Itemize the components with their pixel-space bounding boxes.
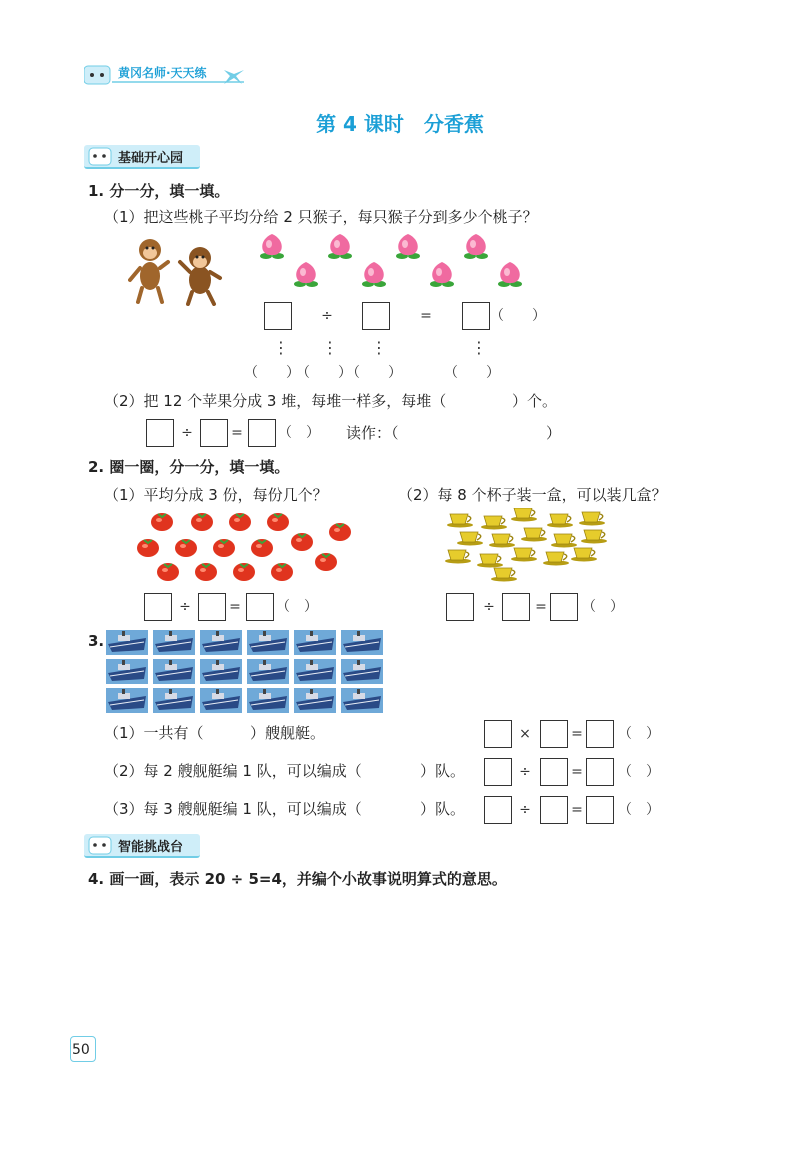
bear-face-icon (88, 835, 112, 855)
warship-icon (200, 688, 242, 713)
tomato-icon (229, 513, 251, 531)
q2-part1-text: （1）平均分成 3 份，每份几个？ (104, 486, 328, 504)
section-tag-basic (84, 145, 200, 169)
q3-p1-times: × (519, 726, 531, 742)
warship-icon (294, 688, 336, 713)
q2-p1-eq: = (229, 599, 241, 615)
q1-p1-meaning-paren[interactable]: （ ） (444, 365, 500, 381)
cup-icon (447, 514, 473, 528)
peach-icon (498, 262, 522, 287)
cup-icon (511, 508, 537, 522)
q3-part2-text-a: （2）每 2 艘舰艇编 1 队，可以编成（ (104, 762, 362, 780)
q3-part3-text-b: ）队。 (420, 800, 466, 818)
warship-icon (200, 630, 242, 655)
q1-p1-dots: ⋮ (471, 338, 487, 357)
q3-p3-answer-box[interactable] (586, 796, 614, 824)
warship-icon (153, 688, 195, 713)
q1-p1-meaning-paren[interactable]: （ ） (346, 365, 402, 381)
warship-icon (294, 630, 336, 655)
q2-label: 2. 圈一圈，分一分，填一填。 (88, 458, 290, 476)
cup-icon (571, 548, 597, 562)
q4-label: 4. 画一画，表示 20 ÷ 5=4，并编个小故事说明算式的意思。 (88, 870, 507, 888)
q2-p2-div: ÷ (483, 599, 495, 615)
q3-part1-text-b: ）艘舰艇。 (250, 724, 326, 742)
q1-p1-div: ÷ (321, 308, 333, 324)
peach-icon (294, 262, 318, 287)
ships-group (104, 628, 388, 716)
warship-icon (106, 630, 148, 655)
q1-p2-answer-box[interactable] (146, 419, 174, 447)
section-tag-challenge (84, 834, 200, 858)
tomato-icon (251, 539, 273, 557)
monkey-icon (180, 247, 220, 304)
cup-icon (457, 532, 483, 546)
q1-p1-answer-box[interactable] (362, 302, 390, 330)
section-tag-challenge-label: 智能挑战台 (118, 840, 184, 855)
q1-part2-text-a: （2）把 12 个苹果分成 3 堆，每堆一样多，每堆（ (104, 392, 447, 410)
q1-p1-answer-box[interactable] (462, 302, 490, 330)
q3-p2-answer-box[interactable] (540, 758, 568, 786)
q3-p1-unit-paren[interactable]: （ ） (618, 726, 660, 742)
q3-p1-answer-box[interactable] (586, 720, 614, 748)
q1-p1-dots: ⋮ (322, 338, 338, 357)
q3-p2-answer-box[interactable] (586, 758, 614, 786)
cup-icon (491, 568, 517, 582)
q3-p2-answer-box[interactable] (484, 758, 512, 786)
q1-p2-read-close: ） (546, 424, 562, 442)
q2-p2-answer-box[interactable] (446, 593, 474, 621)
lesson-title: 第 4 课时 分香蕉 (316, 112, 484, 136)
q4-drawing-area[interactable] (88, 900, 708, 1020)
q2-p1-div: ÷ (179, 599, 191, 615)
tomato-icon (329, 523, 351, 541)
cup-icon (551, 534, 577, 548)
tomato-icon (137, 539, 159, 557)
header-brand (84, 62, 254, 86)
cup-icon (581, 530, 607, 544)
cup-icon (489, 534, 515, 548)
peach-icon (430, 262, 454, 287)
peach-icon (464, 234, 488, 259)
q2-p1-answer-box[interactable] (144, 593, 172, 621)
q3-part3-text-a: （3）每 3 艘舰艇编 1 队，可以编成（ (104, 800, 362, 818)
monkey-icon (130, 239, 168, 302)
q3-p3-answer-box[interactable] (540, 796, 568, 824)
q1-part1-text: （1）把这些桃子平均分给 2 只猴子，每只猴子分到多少个桃子？ (104, 208, 538, 226)
q1-p1-dots: ⋮ (371, 338, 387, 357)
peach-icon (328, 234, 352, 259)
q2-p2-unit-paren[interactable]: （ ） (582, 599, 624, 615)
q1-p2-eq: = (231, 425, 243, 441)
tomato-icon (315, 553, 337, 571)
tomato-icon (213, 539, 235, 557)
q3-p3-answer-box[interactable] (484, 796, 512, 824)
q1-part2-text-b: ）个。 (512, 392, 558, 410)
q3-p2-eq: = (571, 764, 583, 780)
q1-p1-dots: ⋮ (273, 338, 289, 357)
cup-icon (445, 550, 471, 564)
q3-part2-text-b: ）队。 (420, 762, 466, 780)
q1-label: 1. 分一分，填一填。 (88, 182, 230, 200)
warship-icon (153, 659, 195, 684)
cup-icon (481, 516, 507, 530)
peach-icon (396, 234, 420, 259)
q1-p1-meaning-paren[interactable]: （ ） (296, 365, 352, 381)
q2-p1-answer-box[interactable] (246, 593, 274, 621)
q2-p2-answer-box[interactable] (502, 593, 530, 621)
q1-p1-eq: = (420, 308, 432, 324)
page-number: 50 (72, 1042, 90, 1058)
warship-icon (106, 688, 148, 713)
q2-p1-answer-box[interactable] (198, 593, 226, 621)
peaches-group (258, 232, 538, 290)
warship-icon (247, 688, 289, 713)
tomato-icon (233, 563, 255, 581)
q3-part1-text-a: （1）一共有（ (104, 724, 204, 742)
tomato-icon (175, 539, 197, 557)
bear-face-icon (88, 146, 112, 166)
tomato-icon (151, 513, 173, 531)
cup-icon (543, 552, 569, 566)
q3-label: 3. (88, 632, 105, 650)
q1-p2-unit-paren[interactable]: （ ） (278, 425, 320, 441)
warship-icon (341, 688, 383, 713)
q3-p2-unit-paren[interactable]: （ ） (618, 764, 660, 780)
q2-part2-text: （2）每 8 个杯子装一盒，可以装几盒？ (398, 486, 667, 504)
q3-p3-div: ÷ (519, 802, 531, 818)
q3-p1-answer-box[interactable] (540, 720, 568, 748)
q3-p3-eq: = (571, 802, 583, 818)
q3-p3-unit-paren[interactable]: （ ） (618, 802, 660, 818)
q1-p1-meaning-paren[interactable]: （ ） (244, 365, 300, 381)
tomato-icon (291, 533, 313, 551)
cup-icon (521, 528, 547, 542)
q1-p2-read-label: 读作：（ (346, 424, 399, 442)
tomatoes-group (132, 510, 362, 586)
tomato-icon (157, 563, 179, 581)
warship-icon (341, 659, 383, 684)
peach-icon (260, 234, 284, 259)
q3-p1-eq: = (571, 726, 583, 742)
warship-icon (200, 659, 242, 684)
section-tag-basic-label: 基础开心园 (118, 151, 184, 166)
cup-icon (579, 512, 605, 526)
q1-p1-unit-paren[interactable]: （ ） (490, 308, 546, 324)
cup-icon (511, 548, 537, 562)
peach-icon (362, 262, 386, 287)
q2-p2-eq: = (535, 599, 547, 615)
tomato-icon (191, 513, 213, 531)
warship-icon (247, 630, 289, 655)
monkeys-illustration (128, 232, 224, 306)
q2-p2-answer-box[interactable] (550, 593, 578, 621)
tomato-icon (195, 563, 217, 581)
q1-p2-div: ÷ (181, 425, 193, 441)
cup-icon (547, 514, 573, 528)
warship-icon (247, 659, 289, 684)
warship-icon (106, 659, 148, 684)
tomato-icon (267, 513, 289, 531)
q1-p2-answer-box[interactable] (248, 419, 276, 447)
warship-icon (153, 630, 195, 655)
q1-p1-answer-box[interactable] (264, 302, 292, 330)
q3-p1-answer-box[interactable] (484, 720, 512, 748)
warship-icon (341, 630, 383, 655)
cups-group (444, 508, 614, 582)
q3-p2-div: ÷ (519, 764, 531, 780)
warship-icon (294, 659, 336, 684)
header-brand-text: 黄冈名师·天天练 (118, 66, 207, 80)
cup-icon (477, 554, 503, 568)
q2-p1-unit-paren[interactable]: （ ） (276, 599, 318, 615)
q1-p2-answer-box[interactable] (200, 419, 228, 447)
tomato-icon (271, 563, 293, 581)
